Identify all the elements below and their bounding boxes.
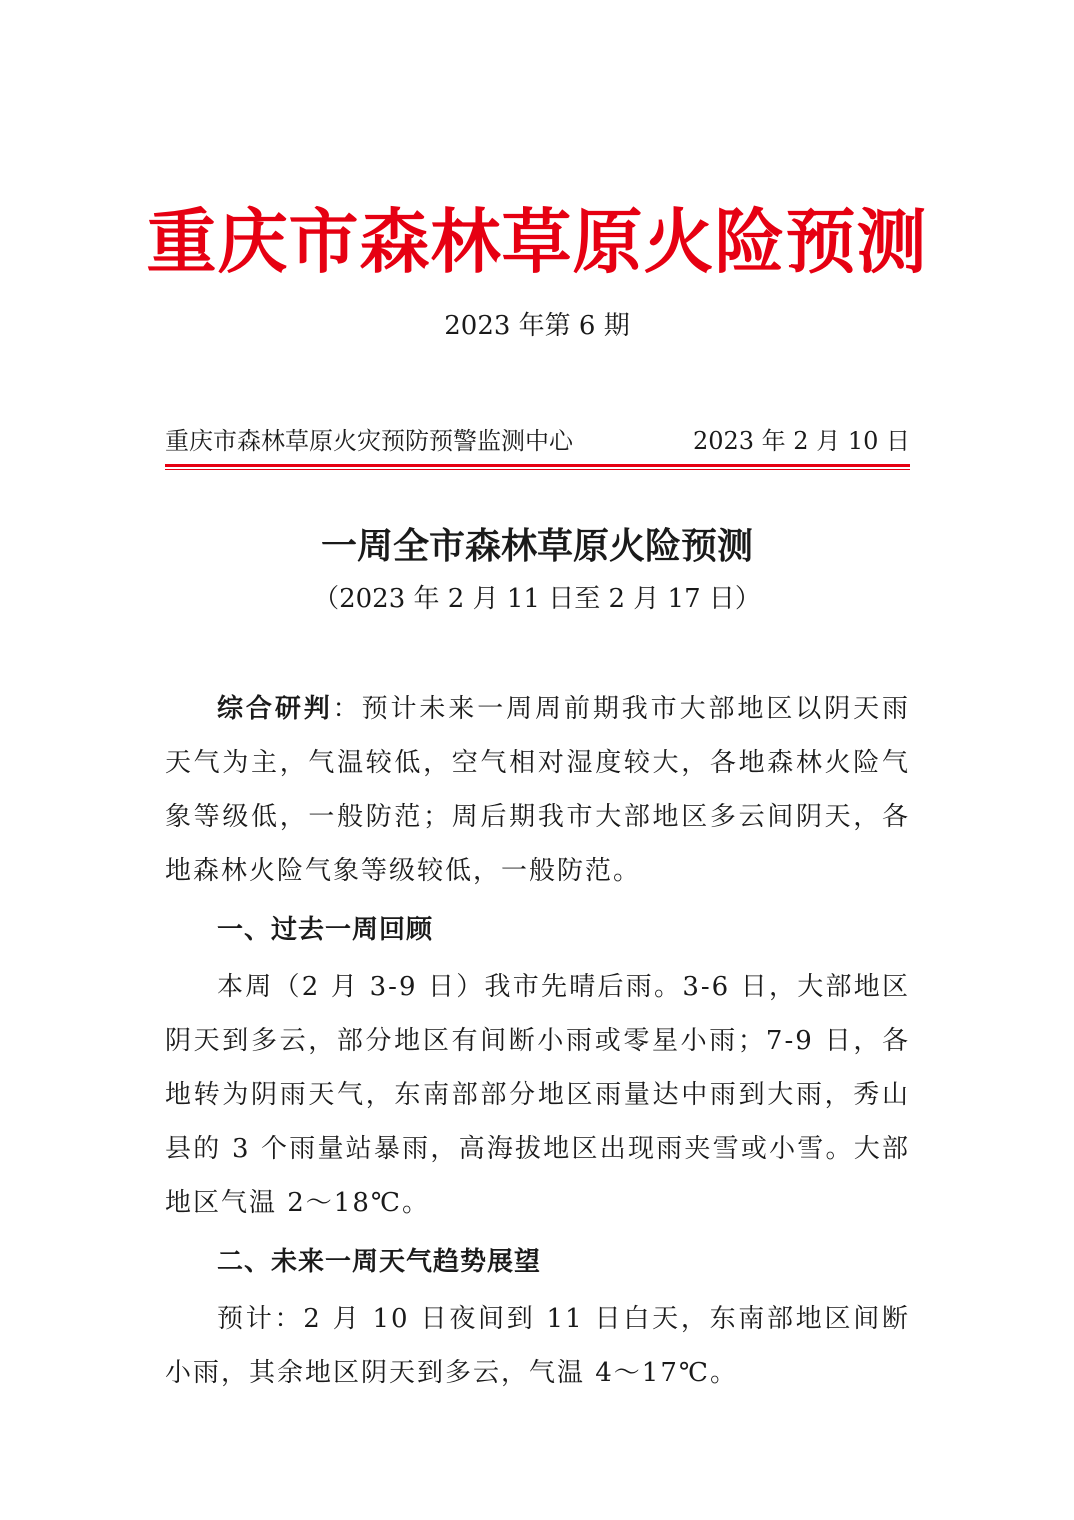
summary-text: ：预计未来一周周前期我市大部地区以阴天雨天气为主，气温较低，空气相对湿度较大，各地森林火险气象等级低，一般防范；周后期我市大部地区多云间阴天，各地森林火险气象等级较低，一般防范。 xyxy=(165,694,910,886)
document-subtitle: （2023 年 2 月 11 日至 2 月 17 日） xyxy=(313,584,761,614)
issue-number: 2023 年第 6 期 xyxy=(444,311,630,341)
section-text-review: 本周（2 月 3-9 日）我市先晴后雨。3-6 日，大部地区阴天到多云，部分地区有间断小雨或零星小雨；7-9 日，各地转为阴雨天气，东南部部分地区雨量达中雨到大雨，秀山县的 3 个雨量站暴雨，高海拔地区出现雨夹雪或小雪。大部地区气温 2～18℃。 xyxy=(165,972,910,1218)
issuer-name: 重庆市森林草原火灾预防预警监测中心 xyxy=(165,427,573,455)
document-body xyxy=(165,682,910,1402)
document-title: 一周全市森林草原火险预测 xyxy=(320,525,753,567)
masthead-title: 重庆市森林草原火险预测 xyxy=(146,200,928,283)
red-divider-thin xyxy=(165,469,910,470)
section-text-outlook: 预计：2 月 10 日夜间到 11 日白天，东南部地区间断小雨，其余地区阴天到多云，气温 4～17℃。 xyxy=(165,1304,910,1388)
issuer-row xyxy=(165,424,910,458)
summary-label: 综合研判 xyxy=(217,694,333,724)
summary-paragraph xyxy=(165,682,910,898)
issue-date: 2023 年 2 月 10 日 xyxy=(692,427,910,455)
red-divider-thick xyxy=(165,464,910,467)
section-heading-outlook: 二、未来一周天气趋势展望 xyxy=(217,1247,542,1277)
section-heading-review: 一、过去一周回顾 xyxy=(217,915,434,945)
